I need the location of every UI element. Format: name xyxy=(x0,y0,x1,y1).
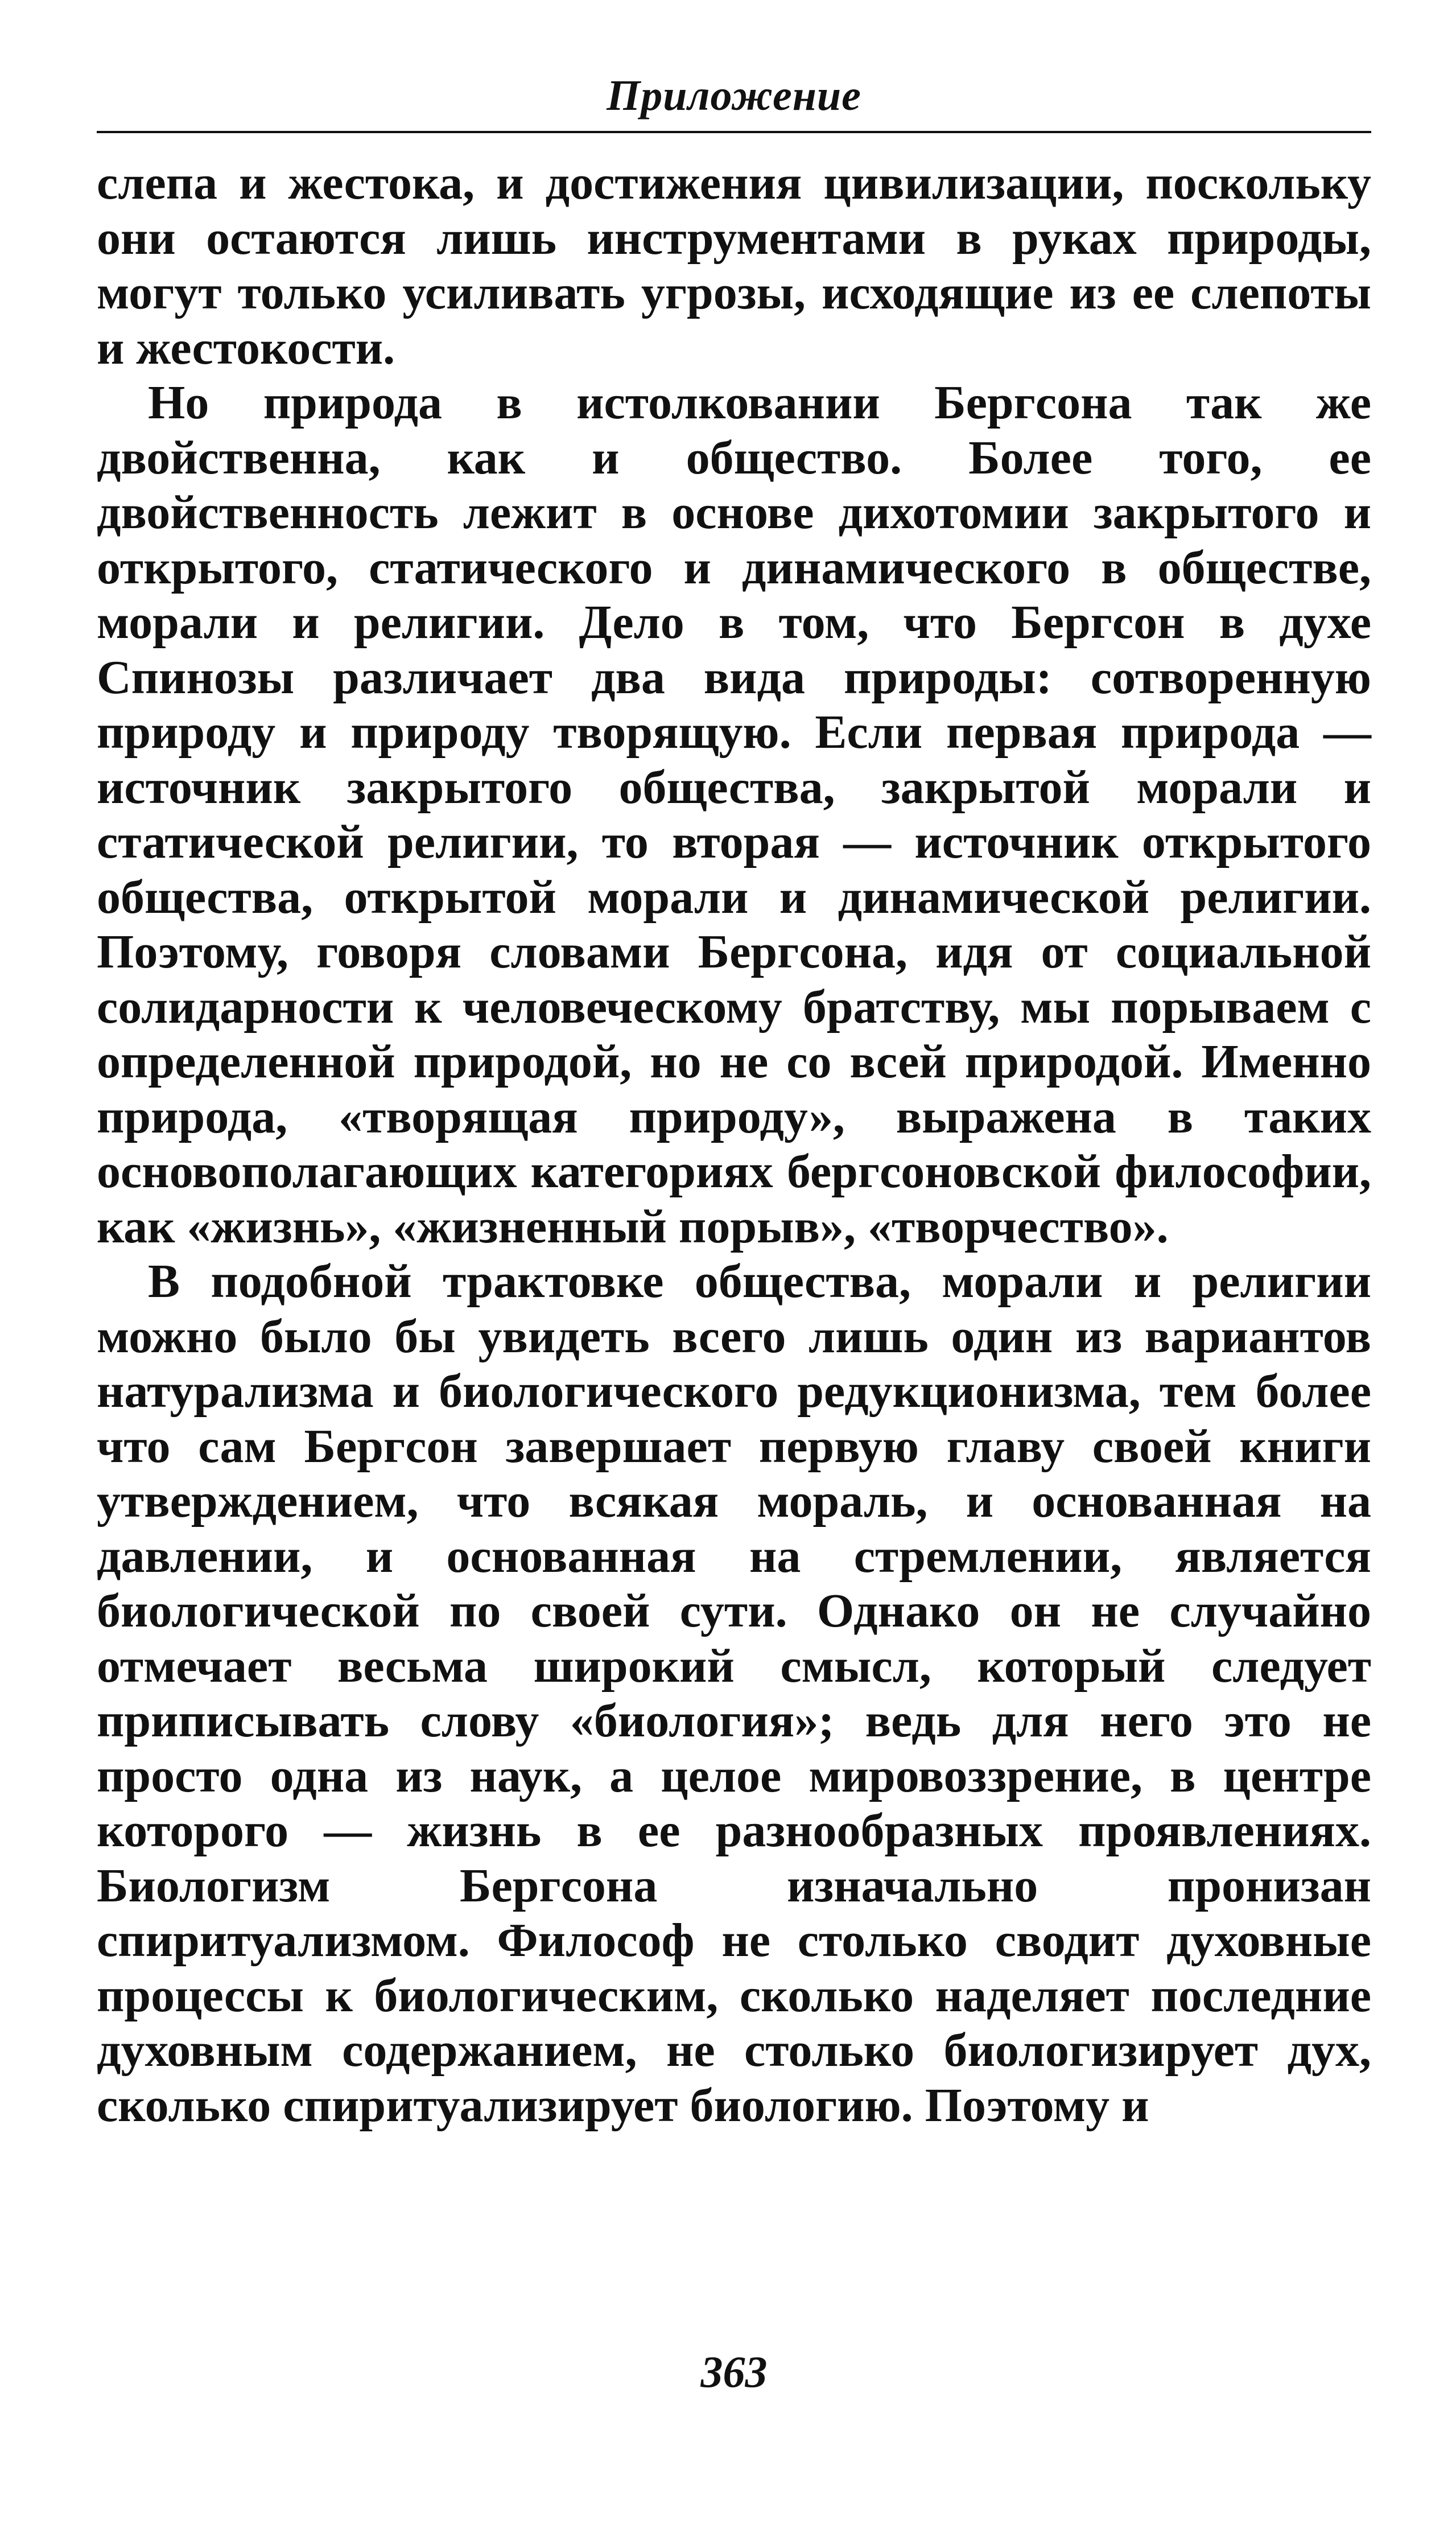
running-head-title: Приложение xyxy=(607,72,861,120)
paragraph: В подобной трактовке общества, морали и религии можно было бы увидеть всего лишь один из вариантов натурализма и биологического редукционизма, тем более что сам Бергсон завершает первую главу своей книги утверждением, что всякая мораль, и основанная на давлении, и основанная на стремлении, является биологической по своей сути. Однако он не случайно отмечает весьма широкий смысл, который следует приписывать слову «биология»; ведь для него это не просто одна из наук, а целое мировоззрение, в центре которого — жизнь в ее разнообразных проявлениях. Биологизм Бергсона изначально пронизан спиритуализмом. Философ не столько сводит духовные процессы к биологическим, сколько наделяет последние духовным содержанием, не столько биологизирует дух, сколько спиритуализирует биологию. Поэтому и xyxy=(97,1255,1371,2132)
body-text xyxy=(97,156,1371,2133)
paragraph-continuation: слепа и жестока, и достижения цивилизации, поскольку они остаются лишь инструментами в руках природы, могут только усиливать угрозы, исходящие из ее слепоты и жестокости. xyxy=(97,157,1371,374)
page-number: 363 xyxy=(700,2347,768,2397)
paragraph: Но природа в истолковании Бергсона так же двойственна, как и общество. Более того, ее двойственность лежит в основе дихотомии закрытого и открытого, статического и динамического в обществе, морали и религии. Дело в том, что Бергсон в духе Спинозы различает два вида природы: сотворенную природу и природу творящую. Если первая природа — источник закрытого общества, закрытой морали и статической религии, то вторая — источник открытого общества, открытой морали и динамической религии. Поэтому, говоря словами Бергсона, идя от социальной солидарности к человеческому братству, мы порываем с определенной природой, но не со всей природой. Именно природа, «творящая природу», выражена в таких основополагающих категориях бергсоновской философии, как «жизнь», «жизненный порыв», «творчество». xyxy=(97,376,1371,1253)
book-page xyxy=(97,68,1371,2459)
header-rule xyxy=(97,131,1371,133)
